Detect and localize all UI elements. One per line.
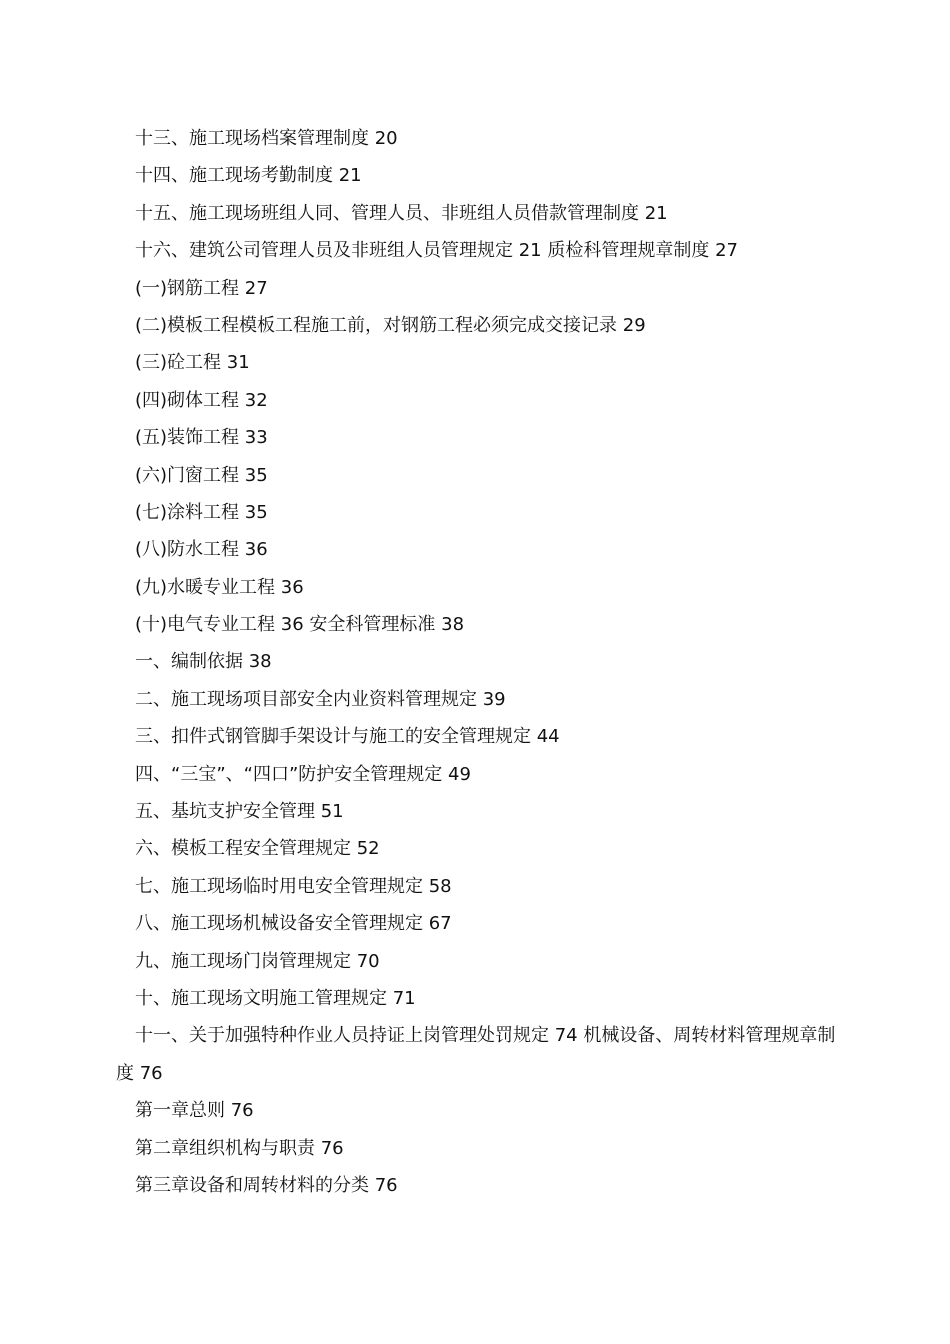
- toc-entry: 八、施工现场机械设备安全管理规定 67: [135, 913, 452, 935]
- toc-entry: 第一章总则 76: [135, 1100, 254, 1122]
- toc-entry: (十)电气专业工程 36 安全科管理标准 38: [135, 614, 465, 636]
- toc-entry: 第三章设备和周转材料的分类 76: [135, 1174, 398, 1196]
- toc-entry: (二)模板工程模板工程施工前，对钢筋工程必须完成交接记录 29: [135, 314, 646, 336]
- toc-entry: 十一、关于加强特种作业人员持证上岗管理处罚规定 74 机械设备、周转材料管理规章制度 76: [116, 1025, 836, 1084]
- toc-entry: 四、“三宝”、“四口”防护安全管理规定 49: [135, 763, 471, 785]
- toc-entry: (四)砌体工程 32: [135, 389, 268, 411]
- toc-entry: (九)水暖专业工程 36: [135, 576, 304, 598]
- toc-entry: (六)门窗工程 35: [135, 464, 268, 486]
- toc-entry: 五、基坑支护安全管理 51: [135, 801, 344, 823]
- toc-entry: (一)钢筋工程 27: [135, 277, 268, 299]
- toc-entry: 九、施工现场门岗管理规定 70: [135, 950, 380, 972]
- toc-entry: (五)装饰工程 33: [135, 427, 268, 449]
- toc-entry: 十三、施工现场档案管理制度 20: [135, 128, 398, 149]
- table-of-contents: [116, 120, 846, 1204]
- toc-entry: 七、施工现场临时用电安全管理规定 58: [135, 875, 452, 897]
- toc-entry: 十四、施工现场考勤制度 21: [135, 165, 362, 187]
- toc-entry: 三、扣件式钢管脚手架设计与施工的安全管理规定 44: [135, 726, 560, 748]
- toc-entry: 十五、施工现场班组人同、管理人员、非班组人员借款管理制度 21: [135, 202, 668, 224]
- toc-entry: 二、施工现场项目部安全内业资料管理规定 39: [135, 688, 506, 710]
- toc-entry: 六、模板工程安全管理规定 52: [135, 838, 380, 860]
- toc-entry: 十、施工现场文明施工管理规定 71: [135, 987, 416, 1009]
- toc-entry: 第二章组织机构与职责 76: [135, 1137, 344, 1159]
- toc-entry: (八)防水工程 36: [135, 539, 268, 561]
- toc-entry: 一、编制依据 38: [135, 651, 272, 673]
- toc-entry: (七)涂料工程 35: [135, 501, 268, 523]
- toc-entry: 十六、建筑公司管理人员及非班组人员管理规定 21 质检科管理规章制度 27: [135, 240, 738, 262]
- toc-entry: (三)砼工程 31: [135, 352, 250, 374]
